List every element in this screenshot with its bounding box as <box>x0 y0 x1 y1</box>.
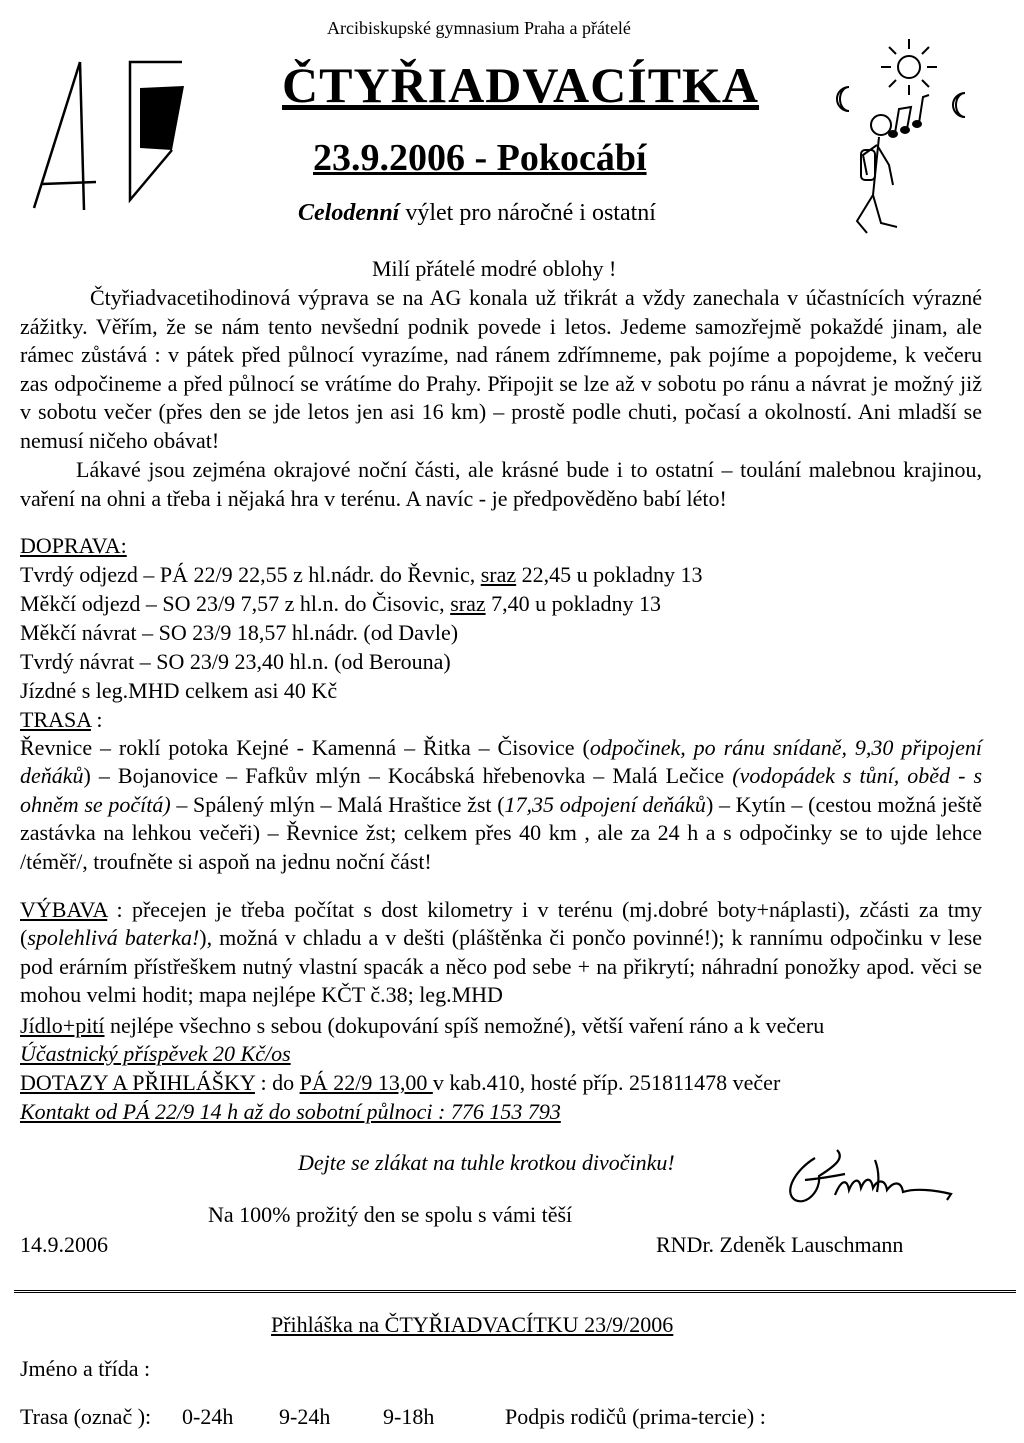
page-title: ČTYŘIADVACÍTKA <box>282 57 760 113</box>
subtitle-emphasis: Celodenní <box>298 200 400 226</box>
signature <box>775 1140 965 1220</box>
fee-line: Účastnický příspěvek 20 Kč/os <box>20 1041 291 1066</box>
cut-line <box>14 1290 1016 1293</box>
route-option-9-18h[interactable]: 9-18h <box>383 1404 435 1429</box>
doprava-row: Měkčí odjezd – SO 23/9 7,57 z hl.n. do Čisovic, sraz 7,40 u pokladny 13 <box>20 591 661 616</box>
organization-line: Arcibiskupské gymnasium Praha a přátelé <box>327 18 631 38</box>
route-option-0-24h[interactable]: 0-24h <box>182 1404 234 1429</box>
tempt-line: Dejte se zlákat na tuhle krotkou divočinku! <box>298 1150 675 1175</box>
looking-forward-line: Na 100% prožitý den se spolu s vámi těší <box>208 1202 573 1227</box>
ag-logo <box>22 50 197 220</box>
doprava-row: Tvrdý odjezd – PÁ 22/9 22,55 z hl.nádr. do Řevnic, sraz 22,45 u pokladny 13 <box>20 562 703 587</box>
doprava-row: Měkčí návrat – SO 23/9 18,57 hl.nádr. (od Davle) <box>20 620 459 645</box>
doprava-row: Tvrdý návrat – SO 23/9 23,40 hl.n. (od Berouna) <box>20 649 451 674</box>
event-date-place: 23.9.2006 - Pokocábí <box>313 137 647 179</box>
intro-paragraph-1: Čtyřiadvacetihodinová výprava se na AG konala už třikrát a vždy zanechala v účastnících výrazné zážitky. Věřím, že se nám tento nevšední podnik povede i letos. Jedeme samozřejmě pokaždé jinam, ale rámec zůstává : v pátek před půlnocí vyrazíme, nad ránem zdřímneme, pak pojíme a popojdeme, k večeru zas odpočineme a před půlnocí se vrátíme do Prahy. Připojit se lze až v sobotu po ránu a návrat je možný již v sobotu večer (přes den se jde letos jen asi 16 km) – prostě podle chuti, počasí a okolností. Ani mladší se nemusí ničeho obávat! <box>20 285 982 453</box>
greeting: Milí přátelé modré oblohy ! <box>372 256 617 281</box>
name-label: Jméno a třída : <box>20 1356 151 1381</box>
food-line: Jídlo+pití nejlépe všechno s sebou (dokupování spíš nemožné), větší vaření ráno a k večeru <box>20 1013 825 1038</box>
form-title: Přihláška na ČTYŘIADVACÍTKU 23/9/2006 <box>271 1312 674 1337</box>
hiker-illustration <box>815 25 985 250</box>
contact-line: Kontakt od PÁ 22/9 14 h až do sobotní půlnoci : 776 153 793 <box>20 1099 561 1124</box>
author-name: RNDr. Zdeněk Lauschmann <box>656 1232 904 1257</box>
route-label: Trasa (označ ): <box>20 1404 152 1429</box>
sun-icon <box>881 39 937 95</box>
intro-paragraph-2: Lákavé jsou zejména okrajové noční části, ale krásné bude i to ostatní – toulání malebnou krajinou, vaření na ohni a třeba i nějaká hra v terénu. A navíc - je předpověděno babí léto! <box>20 457 982 511</box>
music-notes-icon <box>889 95 929 137</box>
trasa-heading: TRASA : <box>20 707 103 732</box>
subtitle-rest: výlet pro náročné i ostatní <box>405 200 656 226</box>
fare-note: Jízdné s leg.MHD celkem asi 40 Kč <box>20 678 338 703</box>
vybava-paragraph: VÝBAVA : přecejen je třeba počítat s dost kilometry i v terénu (mj.dobré boty+náplasti), zčásti za tmy (spolehlivá baterka!), možná v chladu a v dešti (pláštěnka či pončo povinné!); k rannímu odpočinku v lese pod erárním přístřeškem nutný vlastní spacák a něco pod sebe + na přikrytí; náhradní ponožky apod. věci se mohou velmi hodit; mapa nejlépe KČT č.38; leg.MHD <box>20 897 982 1008</box>
dotazy-line: DOTAZY A PŘIHLÁŠKY : do PÁ 22/9 13,00 v kab.410, hosté příp. 251811478 večer <box>20 1070 781 1095</box>
subtitle <box>298 200 656 227</box>
moon-icon <box>953 93 965 117</box>
letter-date: 14.9.2006 <box>20 1232 108 1257</box>
parent-signature-label: Podpis rodičů (prima-tercie) : <box>505 1404 766 1429</box>
moon-icon <box>837 87 849 111</box>
route-option-9-24h[interactable]: 9-24h <box>279 1404 331 1429</box>
doprava-heading: DOPRAVA: <box>20 533 127 558</box>
trasa-paragraph: Řevnice – roklí potoka Kejné - Kamenná – Řitka – Čisovice (odpočinek, po ránu snídaně, 9,30 připojení deňáků) – Bojanovice – Fafkův mlýn – Kocábská hřebenovka – Malá Lečice (vodopádek s tůní, oběd - s ohněm se počítá) – Spálený mlýn – Malá Hraštice žst (17,35 odpojení deňáků) – Kytín – (cestou možná ještě zastávka na lehkou večeři) – Řevnice žst; celkem přes 40 km , ale za 24 h a s odpočinky se to ujde lehce /téměř/, troufněte si aspoň na jednu noční část! <box>20 735 983 874</box>
